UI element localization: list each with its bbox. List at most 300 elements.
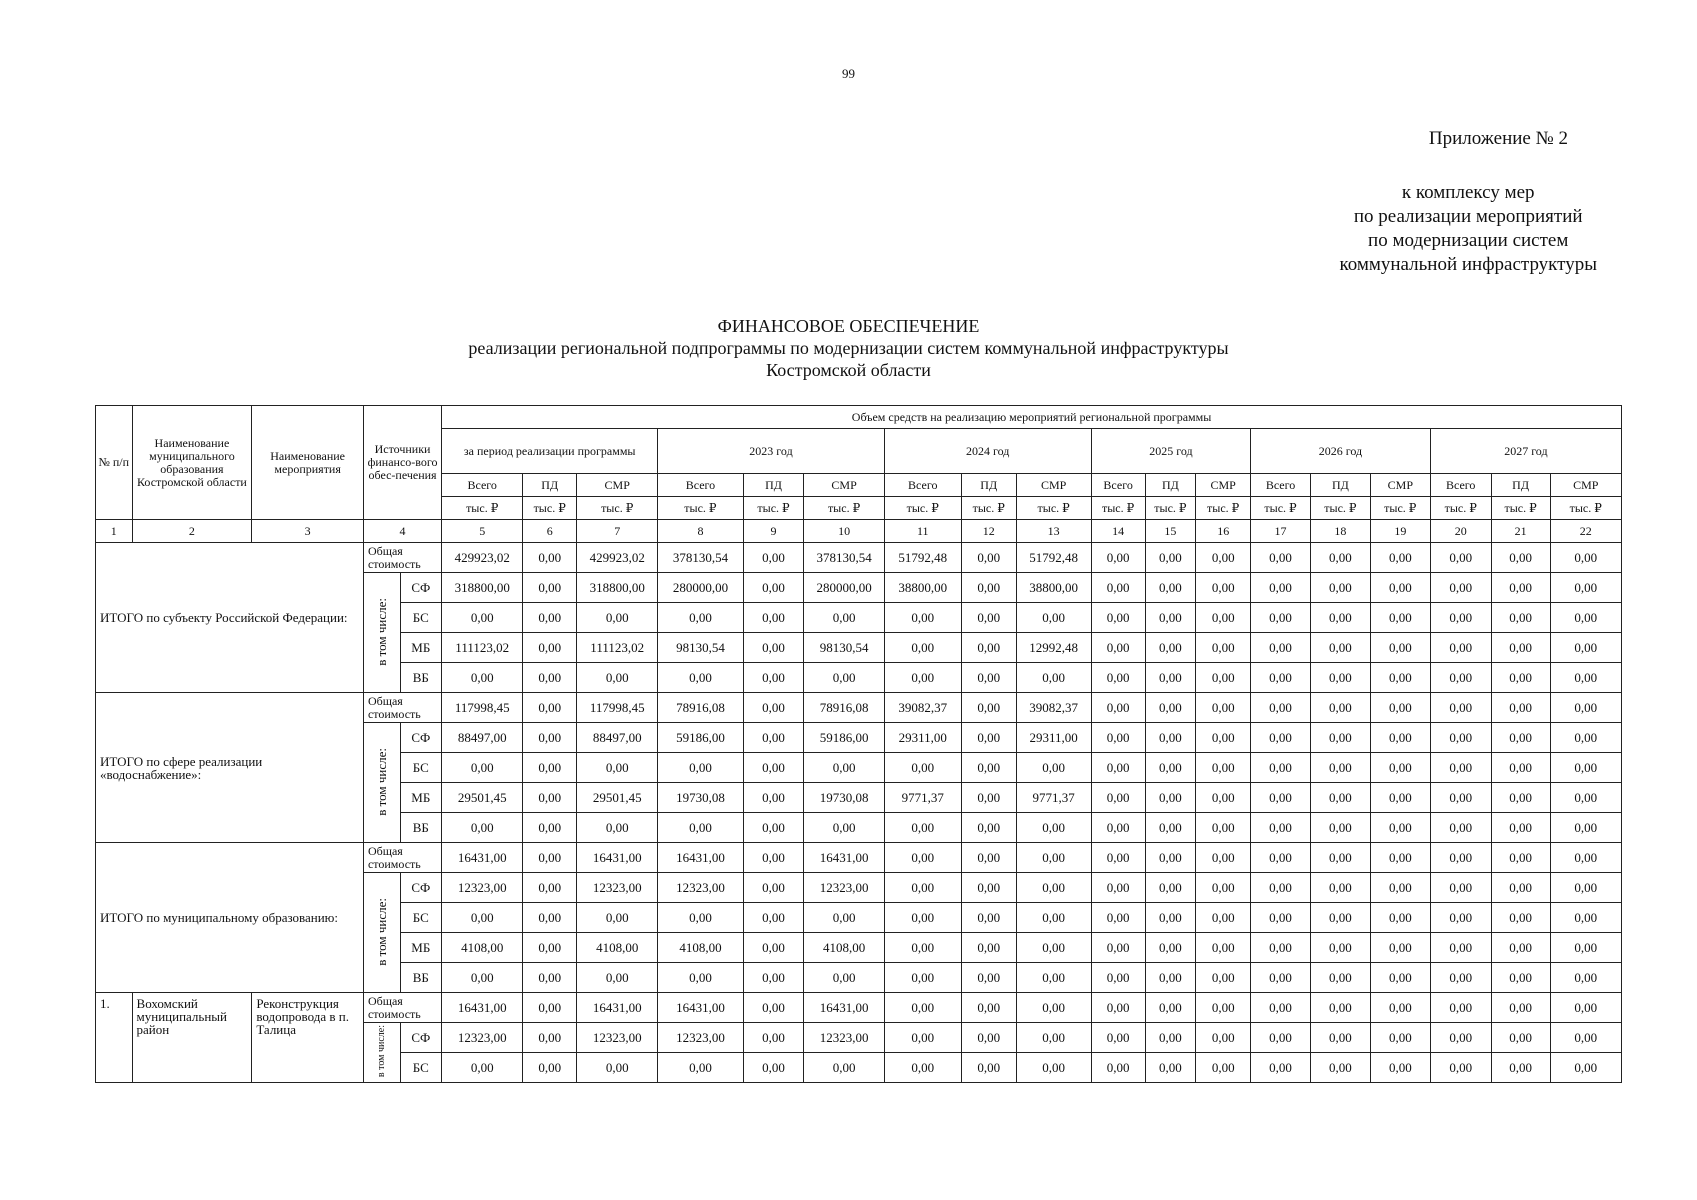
header-unit: тыс. ₽ xyxy=(1430,497,1491,520)
value-cell: 0,00 xyxy=(1145,663,1196,693)
value-cell: 0,00 xyxy=(1550,543,1621,573)
value-cell: 9771,37 xyxy=(884,783,961,813)
value-cell: 0,00 xyxy=(1251,633,1311,663)
value-cell: 0,00 xyxy=(884,993,961,1023)
value-cell: 0,00 xyxy=(961,1023,1016,1053)
value-cell: 0,00 xyxy=(743,633,804,663)
value-cell: 0,00 xyxy=(1016,1053,1091,1083)
value-cell: 0,00 xyxy=(1491,693,1550,723)
header-unit: тыс. ₽ xyxy=(442,497,523,520)
item-event: Реконструкция водопровода в п. Талица xyxy=(252,993,364,1083)
value-cell: 0,00 xyxy=(884,663,961,693)
value-cell: 0,00 xyxy=(1550,813,1621,843)
value-cell: 0,00 xyxy=(1491,753,1550,783)
header-subcolumn: ПД xyxy=(523,474,577,497)
header-unit: тыс. ₽ xyxy=(523,497,577,520)
value-cell: 0,00 xyxy=(1016,963,1091,993)
value-cell: 51792,48 xyxy=(884,543,961,573)
value-cell: 0,00 xyxy=(1251,963,1311,993)
header-subcolumn: Всего xyxy=(1251,474,1311,497)
value-cell: 0,00 xyxy=(743,783,804,813)
group-label: ИТОГО по субъекту Российской Федерации: xyxy=(96,543,364,693)
value-cell: 12323,00 xyxy=(658,873,743,903)
value-cell: 0,00 xyxy=(1430,753,1491,783)
value-cell: 0,00 xyxy=(1091,963,1145,993)
value-cell: 0,00 xyxy=(804,753,884,783)
value-cell: 0,00 xyxy=(658,1053,743,1083)
source-code: СФ xyxy=(400,723,442,753)
header-subcolumn: Всего xyxy=(1091,474,1145,497)
value-cell: 0,00 xyxy=(658,603,743,633)
value-cell: 0,00 xyxy=(1196,963,1251,993)
value-cell: 12323,00 xyxy=(442,1023,523,1053)
header-subcolumn: СМР xyxy=(577,474,658,497)
value-cell: 0,00 xyxy=(1016,1023,1091,1053)
value-cell: 0,00 xyxy=(1550,1053,1621,1083)
value-cell: 0,00 xyxy=(1370,633,1430,663)
header-period: 2024 год xyxy=(884,429,1091,474)
value-cell: 0,00 xyxy=(523,783,577,813)
value-cell: 0,00 xyxy=(1145,903,1196,933)
value-cell: 0,00 xyxy=(1550,693,1621,723)
value-cell: 0,00 xyxy=(961,543,1016,573)
value-cell: 0,00 xyxy=(1091,693,1145,723)
column-number: 9 xyxy=(743,520,804,543)
value-cell: 0,00 xyxy=(743,993,804,1023)
value-cell: 0,00 xyxy=(1145,963,1196,993)
including-label-text: в том числе: xyxy=(374,597,390,666)
value-cell: 0,00 xyxy=(1491,903,1550,933)
value-cell: 0,00 xyxy=(1310,723,1370,753)
value-cell: 0,00 xyxy=(1091,573,1145,603)
value-cell: 0,00 xyxy=(1310,753,1370,783)
header-unit: тыс. ₽ xyxy=(1145,497,1196,520)
value-cell: 0,00 xyxy=(523,1053,577,1083)
appendix-line: по реализации мероприятий xyxy=(1353,206,1583,227)
value-cell: 19730,08 xyxy=(804,783,884,813)
value-cell: 0,00 xyxy=(1196,873,1251,903)
value-cell: 0,00 xyxy=(884,1053,961,1083)
value-cell: 0,00 xyxy=(884,603,961,633)
value-cell: 0,00 xyxy=(1370,723,1430,753)
header-num: № п/п xyxy=(96,406,133,520)
value-cell: 0,00 xyxy=(1370,603,1430,633)
value-cell: 0,00 xyxy=(658,753,743,783)
value-cell: 0,00 xyxy=(523,993,577,1023)
value-cell: 0,00 xyxy=(442,963,523,993)
value-cell: 0,00 xyxy=(1430,693,1491,723)
value-cell: 0,00 xyxy=(961,1053,1016,1083)
value-cell: 0,00 xyxy=(1145,813,1196,843)
value-cell: 0,00 xyxy=(1550,573,1621,603)
value-cell: 0,00 xyxy=(1145,933,1196,963)
value-cell: 0,00 xyxy=(1145,753,1196,783)
value-cell: 0,00 xyxy=(1145,783,1196,813)
value-cell: 0,00 xyxy=(523,933,577,963)
value-cell: 0,00 xyxy=(1145,633,1196,663)
value-cell: 111123,02 xyxy=(442,633,523,663)
value-cell: 0,00 xyxy=(658,903,743,933)
value-cell: 0,00 xyxy=(1491,933,1550,963)
value-cell: 16431,00 xyxy=(442,843,523,873)
including-label-text: в том числе: xyxy=(374,747,390,816)
value-cell: 0,00 xyxy=(1491,663,1550,693)
including-label xyxy=(363,873,400,993)
source-code: ВБ xyxy=(400,813,442,843)
total-cost-label: Общая стоимость xyxy=(363,693,441,723)
value-cell: 0,00 xyxy=(1196,903,1251,933)
value-cell: 39082,37 xyxy=(1016,693,1091,723)
value-cell: 0,00 xyxy=(804,1053,884,1083)
value-cell: 111123,02 xyxy=(577,633,658,663)
value-cell: 0,00 xyxy=(1310,603,1370,633)
value-cell: 0,00 xyxy=(442,603,523,633)
value-cell: 0,00 xyxy=(1091,723,1145,753)
header-period: 2025 год xyxy=(1091,429,1250,474)
value-cell: 0,00 xyxy=(743,543,804,573)
value-cell: 0,00 xyxy=(1430,993,1491,1023)
value-cell: 98130,54 xyxy=(658,633,743,663)
value-cell: 0,00 xyxy=(1550,633,1621,663)
including-label-text: в том числе: xyxy=(374,897,390,966)
value-cell: 0,00 xyxy=(804,903,884,933)
value-cell: 0,00 xyxy=(961,663,1016,693)
value-cell: 0,00 xyxy=(804,663,884,693)
column-number: 15 xyxy=(1145,520,1196,543)
value-cell: 0,00 xyxy=(961,873,1016,903)
value-cell: 0,00 xyxy=(1370,903,1430,933)
value-cell: 0,00 xyxy=(1251,783,1311,813)
value-cell: 88497,00 xyxy=(577,723,658,753)
value-cell: 16431,00 xyxy=(804,843,884,873)
value-cell: 0,00 xyxy=(1251,933,1311,963)
value-cell: 0,00 xyxy=(1370,843,1430,873)
value-cell: 0,00 xyxy=(442,813,523,843)
source-code: СФ xyxy=(400,873,442,903)
value-cell: 12323,00 xyxy=(577,873,658,903)
value-cell: 0,00 xyxy=(1550,843,1621,873)
value-cell: 0,00 xyxy=(523,1023,577,1053)
value-cell: 0,00 xyxy=(1016,843,1091,873)
value-cell: 0,00 xyxy=(1251,603,1311,633)
value-cell: 0,00 xyxy=(961,633,1016,663)
value-cell: 0,00 xyxy=(1550,873,1621,903)
value-cell: 59186,00 xyxy=(804,723,884,753)
value-cell: 0,00 xyxy=(577,1053,658,1083)
header-unit: тыс. ₽ xyxy=(743,497,804,520)
value-cell: 0,00 xyxy=(884,633,961,663)
value-cell: 0,00 xyxy=(1091,783,1145,813)
value-cell: 0,00 xyxy=(523,813,577,843)
value-cell: 29501,45 xyxy=(442,783,523,813)
value-cell: 0,00 xyxy=(1370,873,1430,903)
value-cell: 0,00 xyxy=(1196,663,1251,693)
appendix-line: коммунальной инфраструктуры xyxy=(1339,254,1597,275)
value-cell: 0,00 xyxy=(1196,603,1251,633)
value-cell: 78916,08 xyxy=(658,693,743,723)
value-cell: 0,00 xyxy=(743,843,804,873)
value-cell: 0,00 xyxy=(1430,903,1491,933)
value-cell: 0,00 xyxy=(1491,993,1550,1023)
value-cell: 0,00 xyxy=(1430,633,1491,663)
document-title xyxy=(0,315,1697,381)
total-cost-label: Общая стоимость xyxy=(363,543,441,573)
value-cell: 0,00 xyxy=(1145,993,1196,1023)
header-period: 2027 год xyxy=(1430,429,1621,474)
value-cell: 0,00 xyxy=(1370,813,1430,843)
header-subcolumn: Всего xyxy=(442,474,523,497)
value-cell: 0,00 xyxy=(1491,783,1550,813)
value-cell: 0,00 xyxy=(884,933,961,963)
header-sources: Источники финансо-вого обес-печения xyxy=(363,406,441,520)
value-cell: 0,00 xyxy=(523,873,577,903)
header-subcolumn: СМР xyxy=(1550,474,1621,497)
value-cell: 12992,48 xyxy=(1016,633,1091,663)
value-cell: 0,00 xyxy=(1091,753,1145,783)
including-label xyxy=(363,1023,400,1083)
value-cell: 4108,00 xyxy=(658,933,743,963)
value-cell: 378130,54 xyxy=(658,543,743,573)
value-cell: 0,00 xyxy=(523,633,577,663)
value-cell: 0,00 xyxy=(1550,903,1621,933)
value-cell: 0,00 xyxy=(1196,723,1251,753)
value-cell: 0,00 xyxy=(1491,813,1550,843)
value-cell: 0,00 xyxy=(1251,1023,1311,1053)
header-subcolumn: Всего xyxy=(658,474,743,497)
value-cell: 0,00 xyxy=(1091,903,1145,933)
source-code: БС xyxy=(400,753,442,783)
value-cell: 0,00 xyxy=(1491,843,1550,873)
value-cell: 0,00 xyxy=(1145,693,1196,723)
table-row xyxy=(96,843,1622,873)
value-cell: 16431,00 xyxy=(658,993,743,1023)
column-number: 13 xyxy=(1016,520,1091,543)
value-cell: 0,00 xyxy=(1550,1023,1621,1053)
value-cell: 0,00 xyxy=(1550,933,1621,963)
value-cell: 378130,54 xyxy=(804,543,884,573)
source-code: БС xyxy=(400,1053,442,1083)
source-code: БС xyxy=(400,903,442,933)
value-cell: 0,00 xyxy=(1310,633,1370,663)
value-cell: 0,00 xyxy=(961,693,1016,723)
value-cell: 0,00 xyxy=(577,903,658,933)
value-cell: 0,00 xyxy=(442,1053,523,1083)
source-code: СФ xyxy=(400,1023,442,1053)
value-cell: 12323,00 xyxy=(577,1023,658,1053)
column-number: 12 xyxy=(961,520,1016,543)
value-cell: 0,00 xyxy=(1091,543,1145,573)
value-cell: 0,00 xyxy=(1491,723,1550,753)
column-number: 22 xyxy=(1550,520,1621,543)
value-cell: 0,00 xyxy=(804,603,884,633)
financing-table xyxy=(95,405,1622,1083)
value-cell: 0,00 xyxy=(1430,543,1491,573)
header-period: 2023 год xyxy=(658,429,884,474)
value-cell: 0,00 xyxy=(1251,873,1311,903)
column-number: 4 xyxy=(363,520,441,543)
value-cell: 0,00 xyxy=(1091,663,1145,693)
value-cell: 0,00 xyxy=(1251,543,1311,573)
value-cell: 0,00 xyxy=(1016,813,1091,843)
value-cell: 318800,00 xyxy=(577,573,658,603)
value-cell: 0,00 xyxy=(523,573,577,603)
source-code: ВБ xyxy=(400,663,442,693)
value-cell: 0,00 xyxy=(1016,993,1091,1023)
value-cell: 429923,02 xyxy=(442,543,523,573)
value-cell: 0,00 xyxy=(1145,1053,1196,1083)
value-cell: 0,00 xyxy=(884,1023,961,1053)
value-cell: 280000,00 xyxy=(658,573,743,603)
value-cell: 12323,00 xyxy=(658,1023,743,1053)
value-cell: 0,00 xyxy=(743,573,804,603)
value-cell: 0,00 xyxy=(1370,753,1430,783)
column-number: 3 xyxy=(252,520,364,543)
value-cell: 0,00 xyxy=(1370,963,1430,993)
value-cell: 0,00 xyxy=(1091,873,1145,903)
value-cell: 0,00 xyxy=(1310,1053,1370,1083)
value-cell: 0,00 xyxy=(1145,543,1196,573)
value-cell: 0,00 xyxy=(1550,993,1621,1023)
appendix-title: Приложение № 2 xyxy=(1428,128,1568,149)
value-cell: 29501,45 xyxy=(577,783,658,813)
value-cell: 0,00 xyxy=(1430,603,1491,633)
value-cell: 0,00 xyxy=(1491,603,1550,633)
value-cell: 0,00 xyxy=(1430,963,1491,993)
value-cell: 0,00 xyxy=(1491,573,1550,603)
header-event: Наименование мероприятия xyxy=(252,406,364,520)
header-unit: тыс. ₽ xyxy=(658,497,743,520)
column-number: 2 xyxy=(132,520,252,543)
value-cell: 0,00 xyxy=(658,963,743,993)
value-cell: 0,00 xyxy=(1550,663,1621,693)
including-label xyxy=(363,573,400,693)
value-cell: 0,00 xyxy=(577,963,658,993)
item-municipality: Вохомский муниципальный район xyxy=(132,993,252,1083)
value-cell: 0,00 xyxy=(523,603,577,633)
value-cell: 280000,00 xyxy=(804,573,884,603)
value-cell: 0,00 xyxy=(1145,723,1196,753)
value-cell: 0,00 xyxy=(961,933,1016,963)
value-cell: 0,00 xyxy=(1550,723,1621,753)
item-number: 1. xyxy=(96,993,133,1083)
value-cell: 0,00 xyxy=(523,903,577,933)
value-cell: 0,00 xyxy=(1196,573,1251,603)
group-label: ИТОГО по сфере реализации «водоснабжение»: xyxy=(96,693,364,843)
source-code: МБ xyxy=(400,783,442,813)
document-title-line: Костромской области xyxy=(766,360,931,380)
value-cell: 0,00 xyxy=(1370,933,1430,963)
value-cell: 0,00 xyxy=(961,783,1016,813)
source-code: БС xyxy=(400,603,442,633)
group-label: ИТОГО по муниципальному образованию: xyxy=(96,843,364,993)
value-cell: 0,00 xyxy=(743,1053,804,1083)
value-cell: 51792,48 xyxy=(1016,543,1091,573)
value-cell: 0,00 xyxy=(1196,843,1251,873)
source-code: СФ xyxy=(400,573,442,603)
value-cell: 0,00 xyxy=(1091,603,1145,633)
value-cell: 29311,00 xyxy=(884,723,961,753)
value-cell: 0,00 xyxy=(1251,753,1311,783)
value-cell: 0,00 xyxy=(1091,633,1145,663)
value-cell: 0,00 xyxy=(1430,1023,1491,1053)
value-cell: 0,00 xyxy=(743,723,804,753)
value-cell: 117998,45 xyxy=(442,693,523,723)
value-cell: 59186,00 xyxy=(658,723,743,753)
appendix-line: к комплексу мер xyxy=(1401,182,1535,203)
source-code: МБ xyxy=(400,933,442,963)
value-cell: 0,00 xyxy=(1145,843,1196,873)
value-cell: 0,00 xyxy=(1196,753,1251,783)
value-cell: 0,00 xyxy=(743,693,804,723)
value-cell: 0,00 xyxy=(743,933,804,963)
value-cell: 4108,00 xyxy=(577,933,658,963)
value-cell: 0,00 xyxy=(442,903,523,933)
value-cell: 0,00 xyxy=(577,663,658,693)
including-label xyxy=(363,723,400,843)
value-cell: 0,00 xyxy=(1016,933,1091,963)
value-cell: 0,00 xyxy=(961,603,1016,633)
value-cell: 0,00 xyxy=(1430,663,1491,693)
total-cost-label: Общая стоимость xyxy=(363,993,441,1023)
value-cell: 12323,00 xyxy=(442,873,523,903)
value-cell: 0,00 xyxy=(1310,843,1370,873)
header-unit: тыс. ₽ xyxy=(577,497,658,520)
value-cell: 39082,37 xyxy=(884,693,961,723)
value-cell: 0,00 xyxy=(961,753,1016,783)
header-subcolumn: Всего xyxy=(1430,474,1491,497)
value-cell: 16431,00 xyxy=(577,843,658,873)
document-title-line: ФИНАНСОВОЕ ОБЕСПЕЧЕНИЕ xyxy=(717,316,980,336)
value-cell: 0,00 xyxy=(442,753,523,783)
value-cell: 12323,00 xyxy=(804,873,884,903)
value-cell: 0,00 xyxy=(1310,573,1370,603)
value-cell: 0,00 xyxy=(1491,543,1550,573)
value-cell: 0,00 xyxy=(1491,963,1550,993)
value-cell: 0,00 xyxy=(1145,873,1196,903)
value-cell: 0,00 xyxy=(1251,693,1311,723)
value-cell: 0,00 xyxy=(1016,663,1091,693)
value-cell: 0,00 xyxy=(1091,933,1145,963)
header-subcolumn: ПД xyxy=(1310,474,1370,497)
total-cost-label: Общая стоимость xyxy=(363,843,441,873)
value-cell: 12323,00 xyxy=(804,1023,884,1053)
value-cell: 16431,00 xyxy=(577,993,658,1023)
column-number: 11 xyxy=(884,520,961,543)
header-unit: тыс. ₽ xyxy=(1251,497,1311,520)
column-number: 21 xyxy=(1491,520,1550,543)
value-cell: 29311,00 xyxy=(1016,723,1091,753)
value-cell: 0,00 xyxy=(1016,753,1091,783)
value-cell: 0,00 xyxy=(1310,813,1370,843)
value-cell: 0,00 xyxy=(884,903,961,933)
value-cell: 0,00 xyxy=(743,963,804,993)
value-cell: 0,00 xyxy=(1310,963,1370,993)
value-cell: 0,00 xyxy=(1196,933,1251,963)
value-cell: 0,00 xyxy=(1370,663,1430,693)
value-cell: 19730,08 xyxy=(658,783,743,813)
value-cell: 4108,00 xyxy=(442,933,523,963)
column-number: 17 xyxy=(1251,520,1311,543)
value-cell: 0,00 xyxy=(1145,573,1196,603)
column-number: 18 xyxy=(1310,520,1370,543)
value-cell: 0,00 xyxy=(1430,783,1491,813)
page-number: 99 xyxy=(842,66,855,81)
column-number: 8 xyxy=(658,520,743,543)
document-title-line: реализации региональной подпрограммы по модернизации систем коммунальной инфраструктуры xyxy=(468,338,1229,358)
including-label-text: в том числе: xyxy=(376,1025,388,1078)
value-cell: 0,00 xyxy=(743,1023,804,1053)
header-subcolumn: СМР xyxy=(1196,474,1251,497)
